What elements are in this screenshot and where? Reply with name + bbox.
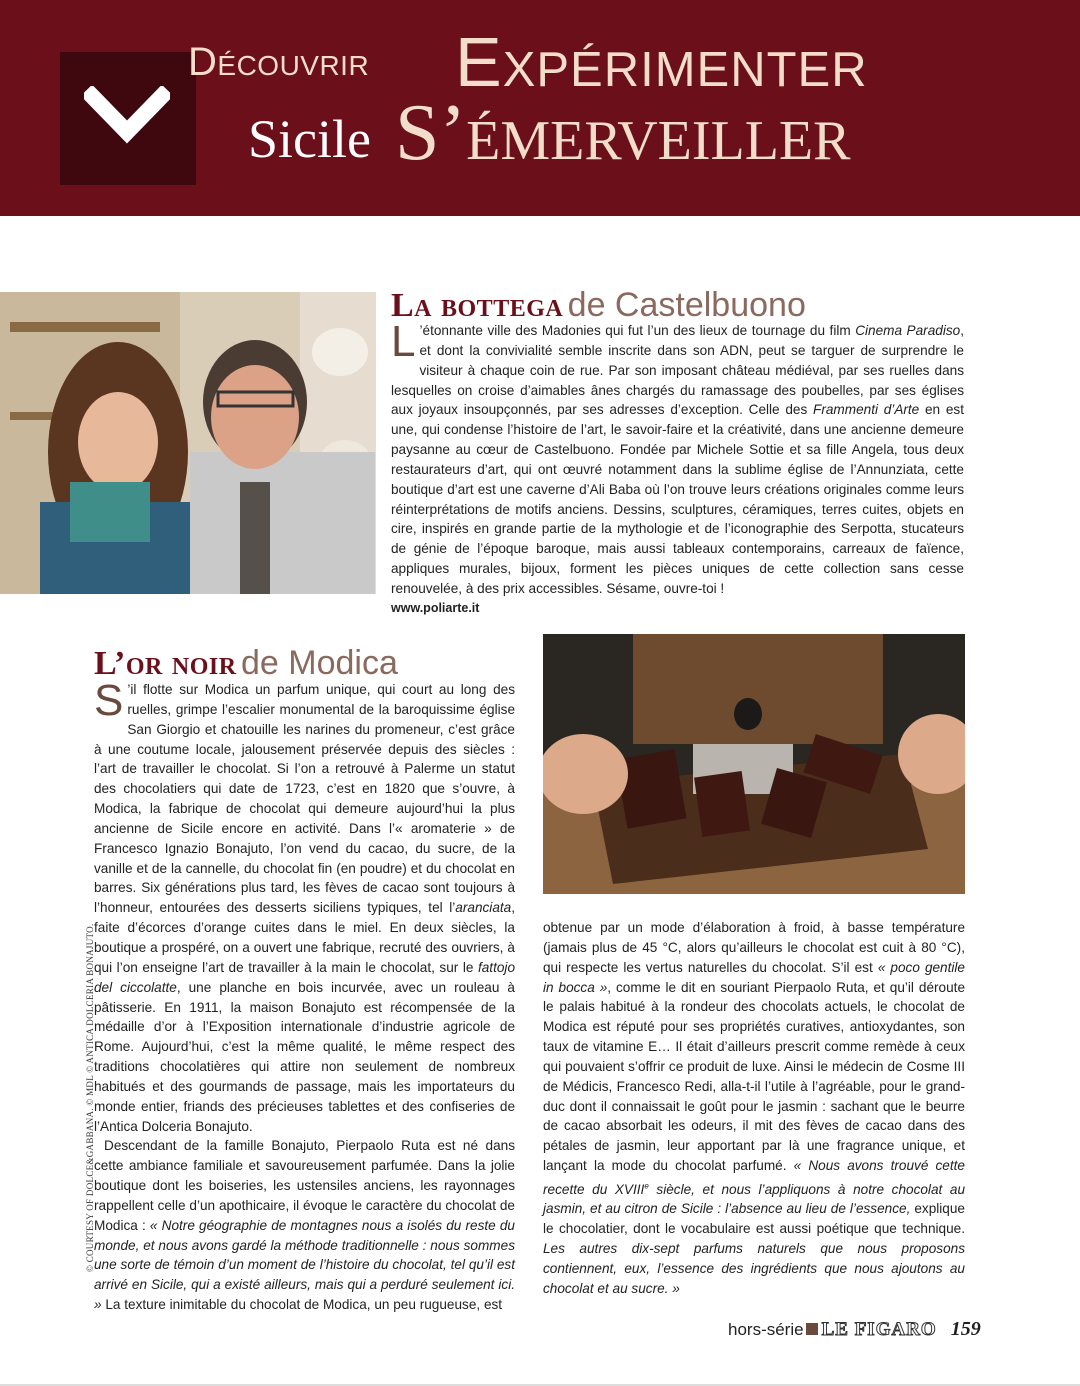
- bottega-title-caps: La bottega: [391, 287, 564, 324]
- photo-modica-chocolate: [543, 634, 965, 894]
- photo-credit: © COURTESY OF DOLCE&GABBANA. © MDL © ANTICA DOLCERIA BONAJUTO.: [85, 923, 95, 1272]
- header-band: [0, 0, 1080, 216]
- modica-column-1: [94, 676, 515, 1315]
- page-number: 159: [950, 1318, 981, 1340]
- chevron-down-icon: [84, 86, 170, 146]
- bottega-title: [391, 288, 806, 323]
- bottega-body: L ’étonnante ville des Madonies qui fut l’un des lieux de tournage du film Cinema Paradiso, et dont la convivialité semble inscrite dans son ADN, peut se targuer de surprendre le visiteur à chaque coin de rue. Par son imposant château médiéval, par ses ruelles dans lesquelles on croise d’aimables ânes chargés du ramassage des poubelles, par ses églises aux joyaux insoupçonnés, par ses adresses d’exception. Celle des Frammenti d’Arte en est une, qui condense l’histoire de l’art, le savoir-faire et la créativité, dans une ancienne demeure paysanne au cœur de Castelbuono. Fondée par Michele Sottie et sa fille Angela, tous deux restaurateurs d’art, qui ont œuvré notamment dans la sublime église de l’Annunziata, cette boutique d’art est une caverne d’Ali Baba où l’on trouve leurs créations originales comme leurs réinterprétations de motifs anciens. Dessins, sculptures, céramiques, terres cuites, objets en cire, inspirés en grande partie de la mythologie et de l’iconographie des Serpotta, stucateurs de génie de l’époque baroque, mais aussi tableaux contemporains, carreaux de faïence, appliques murales, bijoux, forment les pièces uniques de cette collection sans cesse renouvelée, à des prix accessibles. Sésame, ouvre-toi !: [391, 317, 965, 596]
- section-badge: [60, 52, 196, 185]
- modica-col1-text: S ’il flotte sur Modica un parfum unique, qui court au long des ruelles, grimpe l’escalier monumental de la baroquissime église San Giorgio et chatouille les narines du promeneur, c’est grâce à une coutume locale, jalousement préservée depuis des siècles : l’art de travailler le chocolat. Si l’on a retrouvé à Palerme un statut des chocolatiers qui date de 1723, c’est en 1820 que s’ouvre, à Modica, la fabrique de chocolat qui demeure aujourd’hui la plus ancienne de Sicile encore en activité. Dans l’« aromaterie » de Francesco Ignazio Bonajuto, l’on vend du cacao, du sucre, de la vanille et de la cannelle, du chocolat fin (en poudre) et du chocolat en barres. Six générations plus tard, les fèves de cacao sont toujours à l’honneur, entourées des desserts siciliens typiques, tel l’aranciata, faite d’écorces d’orange cuites dans le miel. En deux siècles, la boutique a prospéré, on a ouvert une fabrique, recruté des ouvriers, à qui l’on enseigne l’art de travailler à la main le chocolat, sur le fattojo del ciccolatte, une planche en bois incurvée, avec un rouleau à pâtisserie. En 1911, la maison Bonajuto est récompensée de la médaille d’or à l’Exposition internationale d’industrie agricole de Rome. Aujourd’hui, c’est la même qualité, le même respect des traditions chocolatières qui attire non seulement de nombreux habitués et des gourmands de passage, mais les importateurs du monde entier, friands des précieuses tablettes et des confiseries de l’Antica Dolceria Bonajuto.: [94, 676, 515, 1134]
- modica-title-caps: L’or noir: [94, 645, 237, 682]
- bottega-website-link[interactable]: www.poliarte.it: [391, 600, 480, 615]
- bottega-title-rest: de Castelbuono: [567, 286, 806, 324]
- footer-square: [806, 1323, 818, 1335]
- page-footer: [728, 1318, 981, 1341]
- modica-title: [94, 646, 398, 681]
- photo-bottega-owners: [0, 292, 376, 594]
- header-word-decouvrir: Découvrir: [188, 40, 370, 84]
- footer-hors-serie: hors-série: [728, 1320, 804, 1339]
- modica-title-rest: de Modica: [241, 644, 398, 682]
- header-word-emerveiller: S’émerveiller: [395, 89, 851, 177]
- modica-col1b-text: Descendant de la famille Bonajuto, Pierpaolo Ruta est né dans cette ambiance familiale et savoureusement parfumée. Dans la jolie boutique dont les boiseries, les ustensiles anciens, les rayonnages rappellent celle d’un apothicaire, il évoque le caractère du chocolat de Modica : « Notre géographie de montagnes nous a isolés du reste du monde, et nous avons gardé la méthode traditionnelle : nous sommes une sorte de témoin d’un moment de l’histoire du chocolat, tel qu’il est arrivé en Sicile, qui a existé ailleurs, mais qui a perduré seulement ici. » La texture inimitable du chocolat de Modica, un peu rugueuse, est: [94, 1138, 515, 1313]
- modica-column-2: [543, 918, 965, 1299]
- bottega-article-text: [391, 317, 965, 619]
- modica-col2-text: obtenue par un mode d’élaboration à froid, à basse température (jamais plus de 45 °C, alors qu’ailleurs le chocolat est cuit à 80 °C), qui respecte les vertus naturelles du chocolat. S’il est « poco gentile in bocca », comme le dit en souriant Pierpaolo Ruta, et qu’il déroute le palais habitué à la rondeur des chocolats actuels, le chocolat de Modica est réputé pour ses propriétés curatives, antioxydantes, son taux de vitamine E… Il était d’ailleurs prescrit comme remède à ceux qui pouvaient s’offrir ce produit de luxe. Ainsi le médecin de Cosme III de Médicis, Francesco Redi, alla-t-il l’utile à l’agréable, pour le grand-duc dont il connaissait le goût pour le jasmin : sachant que le beurre de cacao absorbait les odeurs, il mit des fèves de cacao dans des pétales de jasmin, leur apportant par là une fragrance unique, et lançant la mode du chocolat parfumé. « Nous avons trouvé cette recette du XVIIIe siècle, et nous l’appliquons à notre chocolat au jasmin, et au citron de Sicile : l’absence au lieu de l’essence, explique le chocolatier, dont le vocabulaire est aussi poétique que technique. Les autres dix-sept parfums naturels que nous proposons contiennent, eux, l’essence des ingrédients que nous ajoutons au chocolat et au sucre. »: [543, 920, 966, 1296]
- header-word-sicile: Sicile: [248, 109, 371, 169]
- footer-brand: LE FIGARO: [821, 1319, 937, 1340]
- header-word-experimenter: Expérimenter: [455, 23, 868, 101]
